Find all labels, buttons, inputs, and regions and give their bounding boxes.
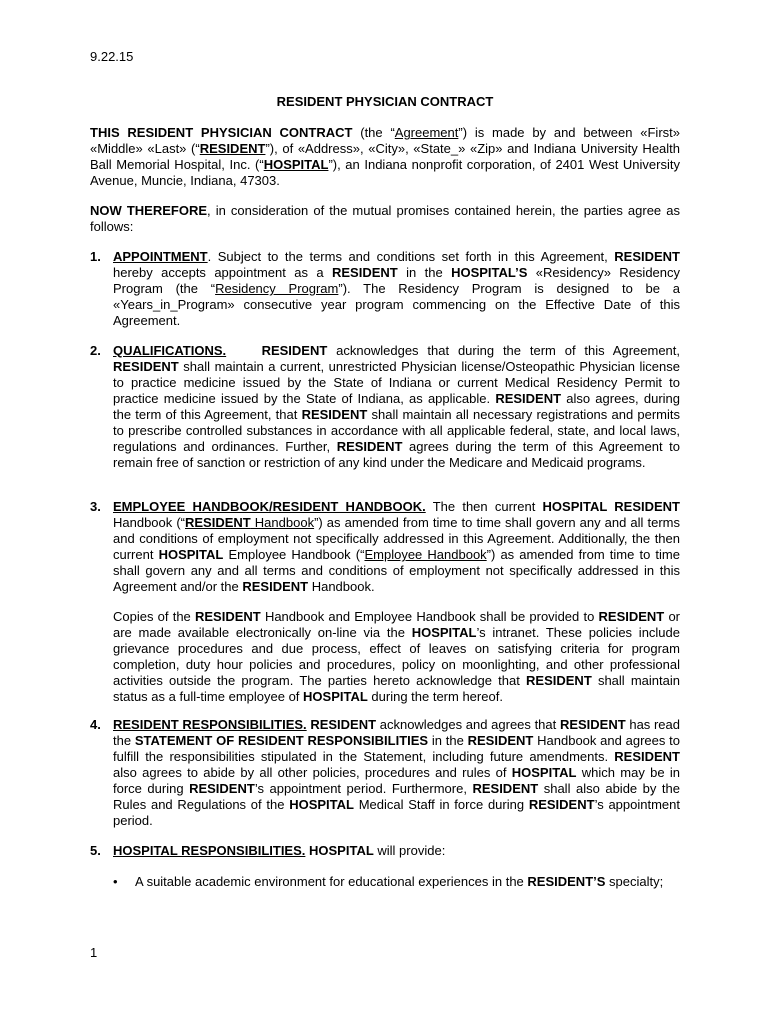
section-handbook: 3. EMPLOYEE HANDBOOK/RESIDENT HANDBOOK. The then current HOSPITAL RESIDENT Handbook (“RESIDENT Handbook”) as amended from time to time shall govern any and all terms and conditions of employment not specifically addressed in this Agreement. Additionally, the then current HOSPITAL Employee Handbook (“Employee Handbook”) as amended from time to time shall govern any and all terms and conditions of employment not specifically addressed in this Agreement and/or the RESIDENT Handbook. — [90, 499, 681, 594]
section-heading: EMPLOYEE HANDBOOK/RESIDENT HANDBOOK. — [113, 499, 426, 514]
now-therefore-paragraph: NOW THEREFORE, in consideration of the mutual promises contained herein, the parties agree as follows: — [90, 203, 680, 234]
intro-paragraph: THIS RESIDENT PHYSICIAN CONTRACT (the “Agreement”) is made by and between «First» «Middle» «Last» (“RESIDENT”), of «Address», «City», «State_» «Zip» and Indiana University Health Ball Memorial Hospital, Inc. (“HOSPITAL”), an Indiana nonprofit corporation, of 2401 West University Avenue, Muncie, Indiana, 47303. — [90, 125, 681, 188]
document-title: RESIDENT PHYSICIAN CONTRACT — [276, 94, 494, 109]
section-appointment: 1. APPOINTMENT. Subject to the terms and conditions set forth in this Agreement, RESIDENT hereby accepts appointment as a RESIDENT in the HOSPITAL’S «Residency» Residency Program (the “Residency Program”). The Residency Program is designed to be a «Years_in_Program» consecutive year program commencing on the Effective Date of this Agreement. — [90, 249, 681, 328]
section-heading: APPOINTMENT — [113, 249, 208, 264]
section-number: 2. — [90, 343, 101, 358]
section-number: 3. — [90, 499, 101, 514]
section-qualifications: 2. QUALIFICATIONS. RESIDENT acknowledges that during the term of this Agreement, RESIDENT shall maintain a current, unrestricted Physician license/Osteopathic Physician license to practice medicine issued by the State of Indiana or current Medical Residency Permit to practice medicine issued by the State of Indiana, as applicable. RESIDENT also agrees, during the term of this Agreement, that RESIDENT shall maintain all necessary registrations and permits to prescribe controlled substances in accordance with all applicable federal, state, and local laws, regulations and ordinances. Further, RESIDENT agrees during the term of this Agreement to remain free of sanction or restriction of any kind under the Medicare and Medicaid programs. — [90, 343, 681, 470]
section-hospital-responsibilities: 5. HOSPITAL RESPONSIBILITIES. HOSPITAL will provide: — [90, 843, 446, 858]
list-item: • A suitable academic environment for educational experiences in the RESIDENT’S specialty; — [113, 874, 664, 889]
section-heading: HOSPITAL RESPONSIBILITIES. — [113, 843, 306, 858]
section-heading: RESIDENT RESPONSIBILITIES. — [113, 717, 307, 732]
section-number: 5. — [90, 843, 101, 858]
document-date: 9.22.15 — [90, 49, 134, 64]
section-resident-responsibilities: 4. RESIDENT RESPONSIBILITIES. RESIDENT acknowledges and agrees that RESIDENT has read the STATEMENT OF RESIDENT RESPONSIBILITIES in the RESIDENT Handbook and agrees to fulfill the responsibilities stipulated in the Statement, including future amendments. RESIDENT also agrees to abide by all other policies, procedures and rules of HOSPITAL which may be in force during RESIDENT’s appointment period. Furthermore, RESIDENT shall also abide by the Rules and Regulations of the HOSPITAL Medical Staff in force during RESIDENT’s appointment period. — [90, 717, 681, 828]
page-number: 1 — [90, 945, 98, 960]
section-heading: QUALIFICATIONS. — [113, 343, 227, 358]
handbook-copies-paragraph: Copies of the RESIDENT Handbook and Employee Handbook shall be provided to RESIDENT or are made available electronically on-line via the HOSPITAL’s intranet. These policies include grievance procedures and due process, effect of leaves on satisfying criteria for program completion, duty hour policies and procedures, policy on moonlighting, and other professional activities outside the program. The parties hereto acknowledge that RESIDENT shall maintain status as a full-time employee of HOSPITAL during the term hereof. — [113, 609, 681, 704]
bullet-icon: • — [113, 874, 118, 889]
section-number: 4. — [90, 717, 101, 732]
section-number: 1. — [90, 249, 101, 264]
